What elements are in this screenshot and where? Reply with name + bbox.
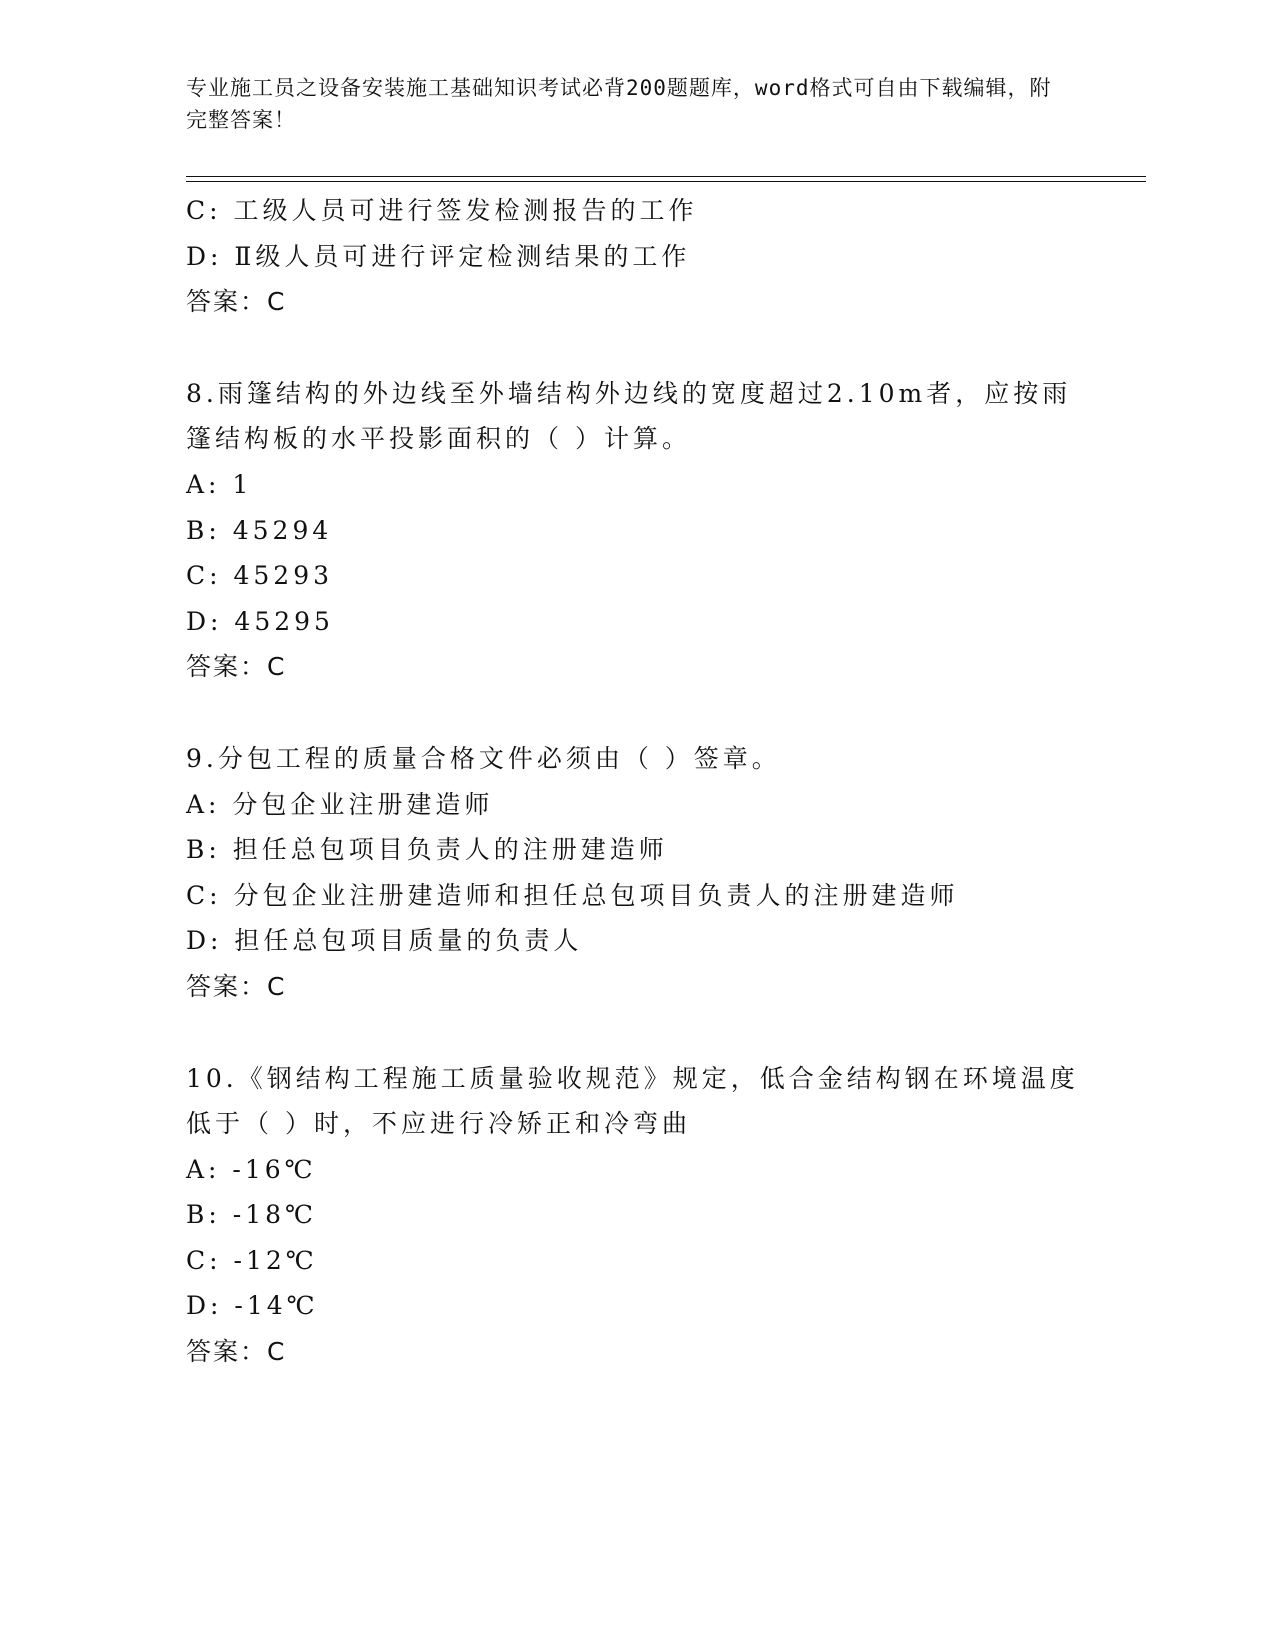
question-block (186, 188, 1086, 325)
option-line: C: -12℃ (186, 1245, 318, 1275)
option-line: D: 担任总包项目质量的负责人 (186, 926, 583, 956)
option-line: C: 工级人员可进行签发检测报告的工作 (186, 196, 698, 225)
question-text: 10.《钢结构工程施工质量验收规范》规定，低合金结构钢在环境温度 (186, 1063, 1079, 1093)
block-spacer (186, 325, 1086, 371)
block-spacer (186, 690, 1086, 736)
option-line: A: -16℃ (186, 1154, 317, 1184)
answer-line: 答案：C (186, 287, 287, 317)
option-line: A: 1 (186, 469, 253, 499)
answer-line: 答案：C (186, 1337, 287, 1367)
question-block (186, 736, 1086, 1010)
block-spacer (186, 1010, 1086, 1056)
option-line: D: -14℃ (186, 1291, 319, 1321)
question-text: 9.分包工程的质量合格文件必须由（ ）签章。 (186, 743, 781, 773)
answer-line: 答案：C (186, 652, 287, 682)
question-text: 低于（ ）时，不应进行冷矫正和冷弯曲 (186, 1109, 691, 1139)
option-line: C: 分包企业注册建造师和担任总包项目负责人的注册建造师 (186, 880, 959, 910)
question-block (186, 1056, 1086, 1375)
question-text: 8.雨篷结构的外边线至外墙结构外边线的宽度超过2.10m者，应按雨 (186, 378, 1072, 408)
option-line: B: -18℃ (186, 1200, 317, 1230)
option-line: B: 担任总包项目负责人的注册建造师 (186, 835, 668, 865)
question-block (186, 371, 1086, 690)
option-line: A: 分包企业注册建造师 (186, 789, 494, 819)
option-line: D: Ⅱ级人员可进行评定检测结果的工作 (186, 241, 691, 271)
header-divider-top (186, 176, 1146, 177)
document-header: 专业施工员之设备安装施工基础知识考试必背200题题库，word格式可自由下载编辑，附完整答案！ (186, 76, 1052, 132)
answer-line: 答案：C (186, 971, 287, 1001)
question-list (186, 188, 1086, 1375)
header-divider-bottom (186, 181, 1146, 182)
option-line: B: 45294 (186, 515, 333, 545)
option-line: C: 45293 (186, 561, 334, 591)
question-text: 篷结构板的水平投影面积的（ ）计算。 (186, 424, 691, 454)
option-line: D: 45295 (186, 606, 334, 636)
